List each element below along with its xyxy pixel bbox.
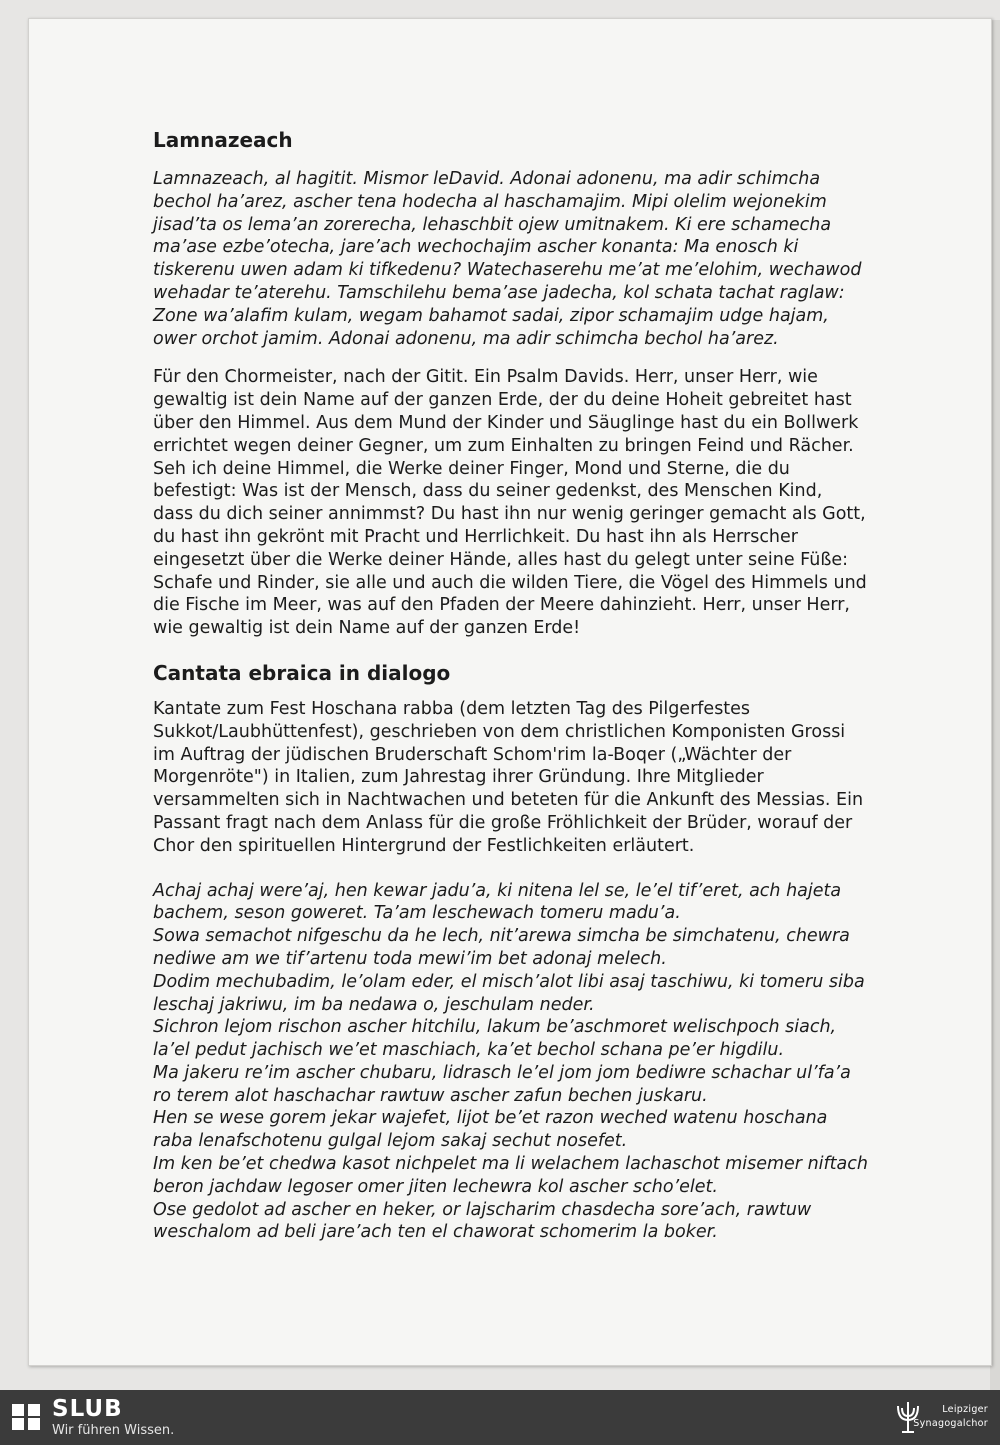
page-content xyxy=(153,127,953,1244)
text-line: Ma jakeru re’im ascher chubaru, lidrasch le’el jom jom bediwre schachar ul’fa’a xyxy=(153,1062,851,1083)
text-line: Seh ich deine Himmel, die Werke deiner Finger, Mond und Sterne, die du xyxy=(153,458,790,479)
lamnazeach-transliteration xyxy=(153,168,953,350)
text-line: la’el pedut jachisch we’et maschiach, ka’et bechol schana pe’er higdilu. xyxy=(153,1040,785,1061)
partner-name-line1: Leipziger xyxy=(942,1404,988,1415)
document-page xyxy=(28,18,992,1366)
text-line: ower orchot jamim. Adonai adonenu, ma adir schimcha bechol ha’arez. xyxy=(153,328,779,349)
cantata-lyrics xyxy=(153,880,953,1245)
text-line: gewaltig ist dein Name auf der ganzen Erde, der du deine Hoheit gebreitet hast xyxy=(153,390,852,411)
text-line: bechol ha’arez, ascher tena hodecha al haschamajim. Mipi olelim wejonekim xyxy=(153,191,827,212)
text-line: Für den Chormeister, nach der Gitit. Ein Psalm Davids. Herr, unser Herr, wie xyxy=(153,367,818,388)
text-line: errichtet wegen deiner Gegner, um zum Einhalten zu bringen Feind und Rächer. xyxy=(153,435,854,456)
cantata-description xyxy=(153,698,953,858)
heading-lamnazeach: Lamnazeach xyxy=(153,128,293,152)
lamnazeach-translation xyxy=(153,366,953,640)
text-line: Dodim mechubadim, le’olam eder, el misch’alot libi asaj taschiwu, ki tomeru siba xyxy=(153,971,865,992)
text-line: über den Himmel. Aus dem Mund der Kinder und Säuglinge hast du ein Bollwerk xyxy=(153,412,859,433)
text-line: versammelten sich in Nachtwachen und beteten für die Ankunft des Messias. Ein xyxy=(153,790,864,811)
slub-brand[interactable]: SLUB xyxy=(52,1396,123,1422)
text-line: die Fische im Meer, was auf den Pfaden der Meere dahinzieht. Herr, unser Herr, xyxy=(153,595,850,616)
text-line: raba lenafschotenu gulgal lejom sakaj sechut nosefet. xyxy=(153,1131,628,1152)
text-line: Sukkot/Laubhüttenfest), geschrieben von dem christlichen Komponisten Grossi xyxy=(153,721,846,742)
text-line: Im ken be’et chedwa kasot nichpelet ma li welachem lachaschot misemer niftach xyxy=(153,1154,868,1175)
text-line: beron jachdaw legoser omer jiten lechewra kol ascher scho’elet. xyxy=(153,1176,718,1197)
menorah-icon xyxy=(893,1396,923,1438)
text-line: Schafe und Rinder, sie alle und auch die wilden Tiere, die Vögel des Himmels und xyxy=(153,572,867,593)
text-line: Morgenröte") in Italien, zum Jahrestag ihrer Gründung. Ihre Mitglieder xyxy=(153,767,764,788)
text-line: Zone wa’alafim kulam, wegam bahamot sadai, zipor schamajim udge hajam, xyxy=(153,305,829,326)
text-line: Hen se wese gorem jekar wajefet, lijot be’et razon weched watenu hoschana xyxy=(153,1108,828,1129)
text-line: Chor den spirituellen Hintergrund der Festlichkeiten erläutert. xyxy=(153,835,695,856)
text-line: befestigt: Was ist der Mensch, dass du seiner gedenkst, des Menschen Kind, xyxy=(153,481,823,502)
text-line: leschaj jakriwu, im ba nedawa o, jeschulam neder. xyxy=(153,994,595,1015)
text-line: Sichron lejom rischon ascher hitchilu, lakum be’aschmoret welischpoch siach, xyxy=(153,1017,837,1038)
text-line: bachem, seson goweret. Ta’am leschewach tomeru madu’a. xyxy=(153,903,681,924)
text-line: eingesetzt über die Werke deiner Hände, alles hast du gelegt unter seine Füße: xyxy=(153,549,849,570)
slub-tagline: Wir führen Wissen. xyxy=(52,1423,175,1438)
text-line: tiskerenu uwen adam ki tifkedenu? Watechaserehu me’at me’elohim, wechawod xyxy=(153,260,862,281)
text-line: du hast ihn gekrönt mit Pracht und Herrlichkeit. Du hast ihn als Herrscher xyxy=(153,526,798,547)
text-line: weschalom ad beli jare’ach ten el chaworat schomerim la boker. xyxy=(153,1222,718,1243)
slub-logo-icon xyxy=(12,1404,40,1430)
text-line: Kantate zum Fest Hoschana rabba (dem letzten Tag des Pilgerfestes xyxy=(153,698,751,719)
text-line: Sowa semachot nifgeschu da he lech, nit’arewa simcha be simchatenu, chewra xyxy=(153,926,850,947)
text-line: Achaj achaj were’aj, hen kewar jadu’a, ki nitena lel se, le’el tif’eret, ach hajeta xyxy=(153,880,842,901)
footer-bar xyxy=(0,1390,1000,1445)
text-line: Ose gedolot ad ascher en heker, or lajscharim chasdecha sore’ach, rawtuw xyxy=(153,1199,812,1220)
text-line: Passant fragt nach dem Anlass für die große Fröhlichkeit der Brüder, worauf der xyxy=(153,812,853,833)
text-line: wie gewaltig ist dein Name auf der ganzen Erde! xyxy=(153,618,581,639)
text-line: wehadar te’aterehu. Tamschilehu bema’ase jadecha, kol schata tachat raglaw: xyxy=(153,282,845,303)
partner-name-line2: Synagogalchor xyxy=(913,1418,988,1429)
text-line: Lamnazeach, al hagitit. Mismor leDavid. Adonai adonenu, ma adir schimcha xyxy=(153,169,821,189)
text-line: dass du dich seiner annimmst? Du hast ihn nur wenig geringer gemacht als Gott, xyxy=(153,504,866,525)
text-line: jisad’ta os lema’an zorerecha, lehaschbit ojew umitnakem. Ki ere schamecha xyxy=(153,214,832,235)
text-line: ro terem alot haschachar rawtuw ascher zafun bechen juskaru. xyxy=(153,1085,708,1106)
heading-cantata: Cantata ebraica in dialogo xyxy=(153,660,451,685)
text-line: ma’ase ezbe’otecha, jare’ach wechochajim ascher konanta: Ma enosch ki xyxy=(153,237,799,258)
text-line: nediwe am we tif’artenu toda mewi’im bet adonaj melech. xyxy=(153,948,667,969)
text-line: im Auftrag der jüdischen Bruderschaft Schom'rim la-Boqer („Wächter der xyxy=(153,744,792,765)
